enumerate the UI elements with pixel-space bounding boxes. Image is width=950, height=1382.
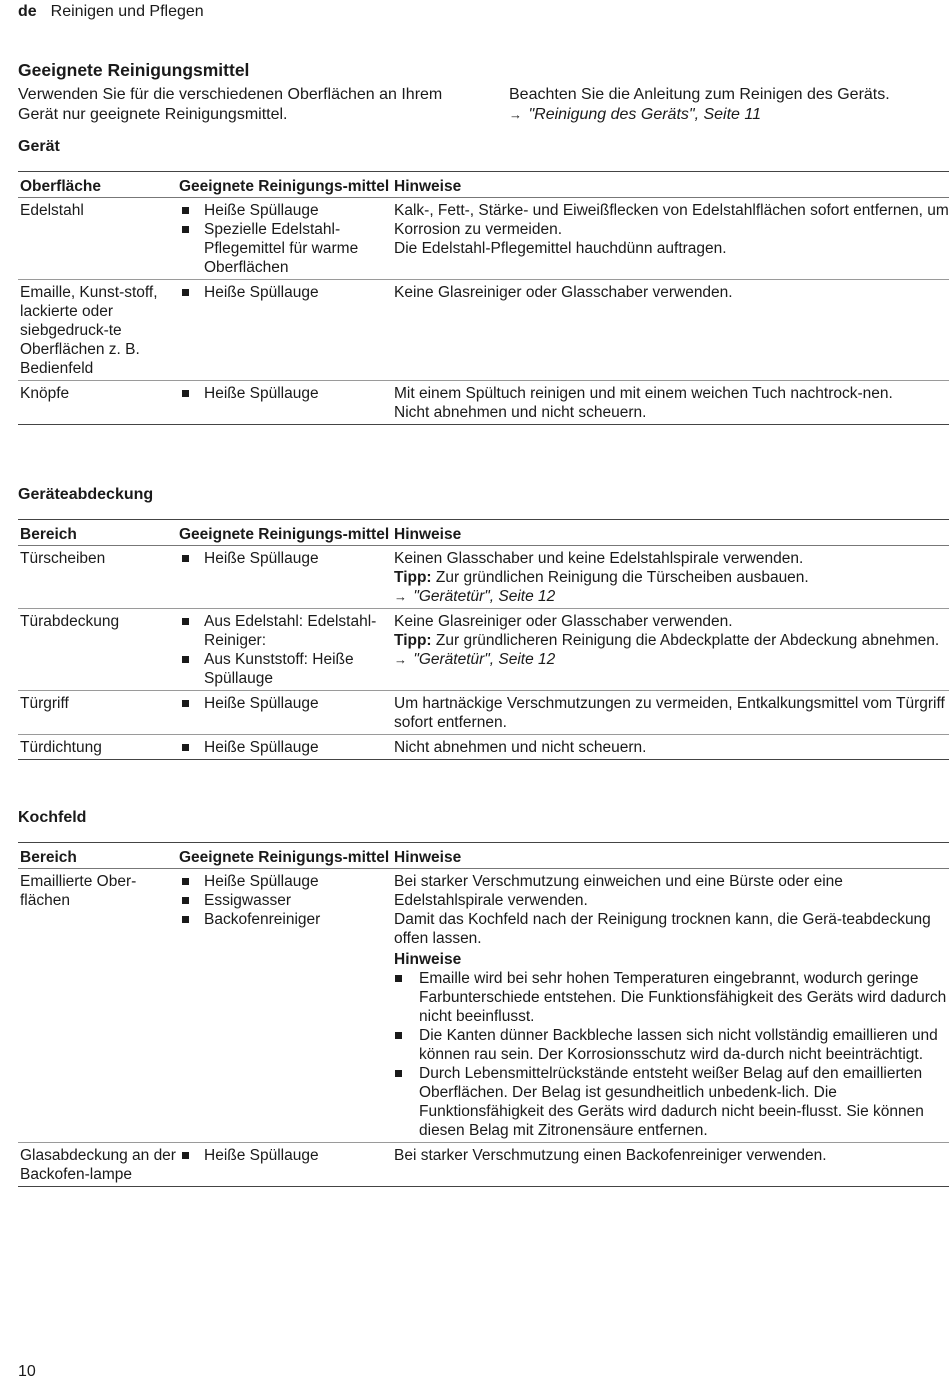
arrow-right-icon: → [509,106,522,122]
note-text: Die Edelstahl-Pflegemittel hauchdünn auftragen. [394,240,727,257]
cross-reference-text: "Gerätetür", Seite 12 [413,651,556,668]
tip-label: Tipp: [394,632,432,649]
table-row [18,381,949,425]
column-header: Hinweise [394,526,462,543]
heading-geraet: Gerät [18,138,60,155]
agent-list [179,549,394,568]
table-kochfeld [18,842,949,1187]
cross-reference-link[interactable] [394,587,949,606]
agent-item: Aus Edelstahl: Edelstahl-Reiniger: [179,612,394,650]
agent-list [179,738,394,757]
agent-list [179,694,394,713]
note-text: Keine Glasreiniger oder Glasschaber verwenden. [394,613,733,630]
cross-reference-text: "Reinigung des Geräts", Seite 11 [528,105,761,123]
agent-item: Heiße Spüllauge [179,1146,394,1165]
table-row [18,609,949,691]
tip [394,631,949,650]
agent-item: Heiße Spüllauge [179,283,394,302]
table-row [18,691,949,735]
agent-list [179,384,394,403]
note-text: Keinen Glasschaber und keine Edelstahlspirale verwenden. [394,550,804,567]
notes-list [394,969,949,1140]
heading-geraeteabdeckung: Geräteabdeckung [18,486,154,503]
note-item: Durch Lebensmittelrückstände entsteht weißer Belag auf den emaillierten Oberflächen. Der Belag ist gesundheitlich unbedenk-lich. Die Funktionsfähigkeit des Geräts wird dadurch nicht beein-flusst. Sie können diesen Belag mit Zitronensäure entfernen. [394,1064,949,1140]
agent-list [179,283,394,302]
column-header: Geeignete Reinigungs-mittel [179,849,390,866]
cross-reference-link[interactable] [509,105,949,125]
intro-right-text: Beachten Sie die Anleitung zum Reinigen des Geräts. [509,86,890,103]
agent-item: Heiße Spüllauge [179,384,394,403]
note-item: Die Kanten dünner Backbleche lassen sich nicht vollständig emaillieren und können rau sein. Der Korrosionsschutz wird da-durch nicht beeinträchtigt. [394,1026,949,1064]
chapter-title: Reinigen und Pflegen [50,3,204,20]
agent-item: Heiße Spüllauge [179,201,394,220]
agent-item: Heiße Spüllauge [179,872,394,891]
agent-item: Spezielle Edelstahl-Pflegemittel für warme Oberflächen [179,220,394,277]
table-header-row [18,520,949,546]
table-row [18,735,949,760]
table-row [18,280,949,381]
area-cell: Emaille, Kunst-stoff, lackierte oder siebgedruck-te Oberflächen z. B. Bedienfeld [20,284,158,377]
area-cell: Türscheiben [20,550,106,567]
note-text: Nicht abnehmen und nicht scheuern. [394,404,647,421]
column-header: Geeignete Reinigungs-mittel [179,526,390,543]
note-text: Bei starker Verschmutzung einweichen und eine Bürste oder eine Edelstahlspirale verwenden. [394,873,843,909]
table-row [18,198,949,280]
page-header [18,1,204,23]
area-cell: Türdichtung [20,739,102,756]
cross-reference-link[interactable] [394,650,949,669]
agent-list [179,201,394,277]
heading-kochfeld: Kochfeld [18,809,87,826]
agent-item: Essigwasser [179,891,394,910]
column-header: Hinweise [394,849,462,866]
agent-item: Aus Kunststoff: Heiße Spüllauge [179,650,394,688]
column-header: Oberfläche [20,178,101,195]
note-text: Keine Glasreiniger oder Glasschaber verwenden. [394,284,733,301]
intro-left: Verwenden Sie für die verschiedenen Oberflächen an Ihrem Gerät nur geeignete Reinigungsmittel. [18,86,443,123]
language-code: de [18,3,37,20]
note-text: Nicht abnehmen und nicht scheuern. [394,739,647,756]
note-text: Damit das Kochfeld nach der Reinigung trocknen kann, die Gerä-teabdeckung offen lassen. [394,911,931,947]
arrow-right-icon: → [394,589,407,604]
tip [394,568,949,587]
note-item: Emaille wird bei sehr hohen Temperaturen eingebrannt, wodurch geringe Farbunterschiede entstehen. Die Funktionsfähigkeit des Geräts wird dadurch nicht beeinflusst. [394,969,949,1026]
section-title: Geeignete Reinigungsmittel [18,60,250,80]
column-header: Bereich [20,849,77,866]
cross-reference-text: "Gerätetür", Seite 12 [413,588,556,605]
column-header: Geeignete Reinigungs-mittel [179,178,390,195]
table-header-row [18,172,949,198]
area-cell: Glasabdeckung an der Backofen-lampe [20,1147,176,1183]
area-cell: Knöpfe [20,385,70,402]
arrow-right-icon: → [394,652,407,667]
note-text: Kalk-, Fett-, Stärke- und Eiweißflecken von Edelstahlflächen sofort entfernen, um Korrosion zu vermeiden. [394,202,949,238]
tip-label: Tipp: [394,569,432,586]
table-geraet [18,171,949,425]
table-row [18,546,949,609]
agent-item: Heiße Spüllauge [179,694,394,713]
tip-text: Zur gründlichen Reinigung die Türscheiben ausbauen. [435,569,809,586]
agent-item: Heiße Spüllauge [179,549,394,568]
area-cell: Edelstahl [20,202,84,219]
note-text: Um hartnäckige Verschmutzungen zu vermeiden, Entkalkungsmittel vom Türgriff sofort entfernen. [394,695,945,731]
note-text: Bei starker Verschmutzung einen Backofenreiniger verwenden. [394,1147,827,1164]
area-cell: Türabdeckung [20,613,120,630]
tip-text: Zur gründlicheren Reinigung die Abdeckplatte der Abdeckung abnehmen. [435,632,940,649]
column-header: Hinweise [394,178,462,195]
agent-item: Heiße Spüllauge [179,738,394,757]
agent-item: Backofenreiniger [179,910,394,929]
table-row [18,869,949,1143]
note-text: Mit einem Spültuch reinigen und mit einem weichen Tuch nachtrock-nen. [394,385,893,402]
table-header-row [18,843,949,869]
intro-right [509,85,949,124]
column-header: Bereich [20,526,77,543]
table-row [18,1143,949,1187]
area-cell: Emaillierte Ober-flächen [20,873,137,909]
agent-list [179,1146,394,1165]
page-number: 10 [18,1363,36,1380]
agent-list [179,872,394,929]
agent-list [179,612,394,688]
table-geraeteabdeckung [18,519,949,760]
area-cell: Türgriff [20,695,69,712]
notes-heading: Hinweise [394,951,462,968]
